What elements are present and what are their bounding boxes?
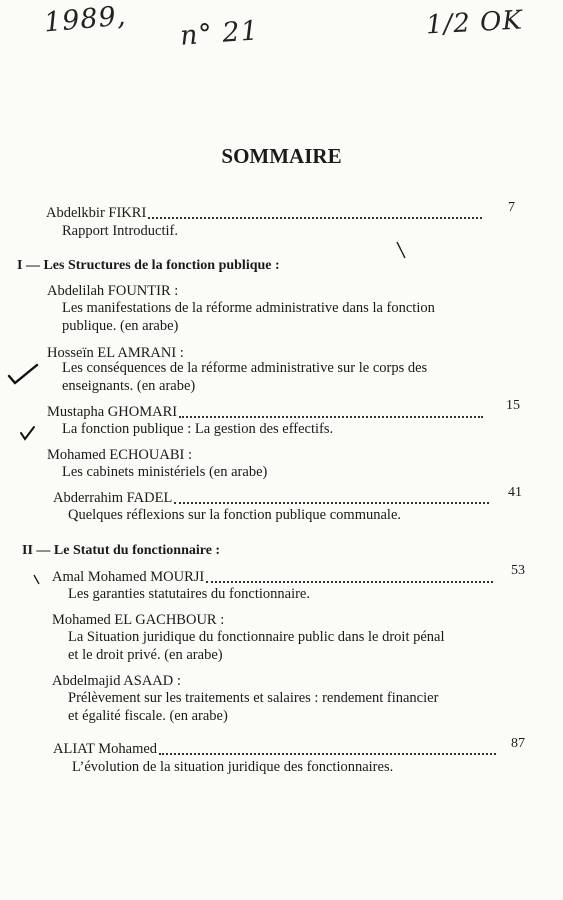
toc-description: Rapport Introductif. — [62, 223, 178, 239]
toc-entry-intro — [46, 205, 484, 222]
toc-description: Prélèvement sur les traitements et salaires : rendement financier — [68, 690, 439, 706]
toc-description: Les garanties statutaires du fonctionnaire. — [68, 586, 310, 602]
toc-author: Abdelkbir FIKRI — [46, 205, 147, 221]
toc-description: Les manifestations de la réforme administrative dans la fonction — [62, 300, 435, 316]
leader-dots — [148, 216, 482, 219]
leader-dots — [179, 415, 483, 418]
checkmark-icon — [6, 362, 40, 386]
toc-author: Abdelmajid ASAAD : — [52, 673, 181, 689]
toc-description: Quelques réflexions sur la fonction publique communale. — [68, 507, 402, 523]
leader-dots — [159, 752, 496, 755]
toc-author: Abdelilah FOUNTIR : — [47, 283, 179, 299]
toc-author: Mohamed ECHOUABI : — [47, 447, 192, 463]
checkmark-icon — [18, 424, 38, 442]
pen-mark — [32, 573, 42, 587]
handwritten-issue-number: n° 21 — [179, 15, 260, 52]
toc-entry — [53, 741, 498, 758]
toc-author: ALIAT Mohamed — [53, 741, 158, 757]
toc-entry — [52, 569, 495, 586]
toc-author: Mustapha GHOMARI — [47, 404, 178, 420]
toc-description: L’évolution de la situation juridique des fonctionnaires. — [72, 759, 394, 775]
toc-author: Amal Mohamed MOURJI — [52, 569, 205, 585]
toc-description: La Situation juridique du fonctionnaire public dans le droit pénal — [68, 629, 445, 645]
toc-description: Les cabinets ministériels (en arabe) — [62, 464, 268, 480]
toc-description: et égalité fiscale. (en arabe) — [68, 708, 228, 724]
toc-page-number: 7 — [508, 200, 515, 215]
toc-page-number: 53 — [511, 563, 525, 578]
toc-page-number: 41 — [508, 485, 522, 500]
leader-dots — [174, 501, 489, 504]
section-heading-2: II — Le Statut du fonctionnaire : — [22, 543, 221, 558]
handwritten-ok-note: 1/2 OK — [425, 5, 524, 41]
page-title: SOMMAIRE — [221, 144, 342, 168]
toc-entry — [53, 490, 491, 507]
toc-author: Hosseïn EL AMRANI : — [47, 345, 184, 361]
toc-author: Mohamed EL GACHBOUR : — [52, 612, 225, 628]
toc-author: Abderrahim FADEL — [53, 490, 173, 506]
toc-page-number: 15 — [506, 398, 520, 413]
toc-page-number: 87 — [511, 736, 525, 751]
leader-dots — [206, 580, 493, 583]
toc-description: Les conséquences de la réforme administrative sur le corps des — [62, 360, 428, 376]
toc-description: publique. (en arabe) — [62, 318, 179, 334]
toc-description: La fonction publique : La gestion des effectifs. — [62, 421, 334, 437]
section-heading-1: I — Les Structures de la fonction publique : — [17, 258, 280, 273]
handwritten-year: 1989, — [42, 0, 128, 39]
pen-mark — [395, 240, 409, 260]
toc-description: enseignants. (en arabe) — [62, 378, 196, 394]
toc-description: et le droit privé. (en arabe) — [68, 647, 223, 663]
toc-entry — [47, 404, 485, 421]
